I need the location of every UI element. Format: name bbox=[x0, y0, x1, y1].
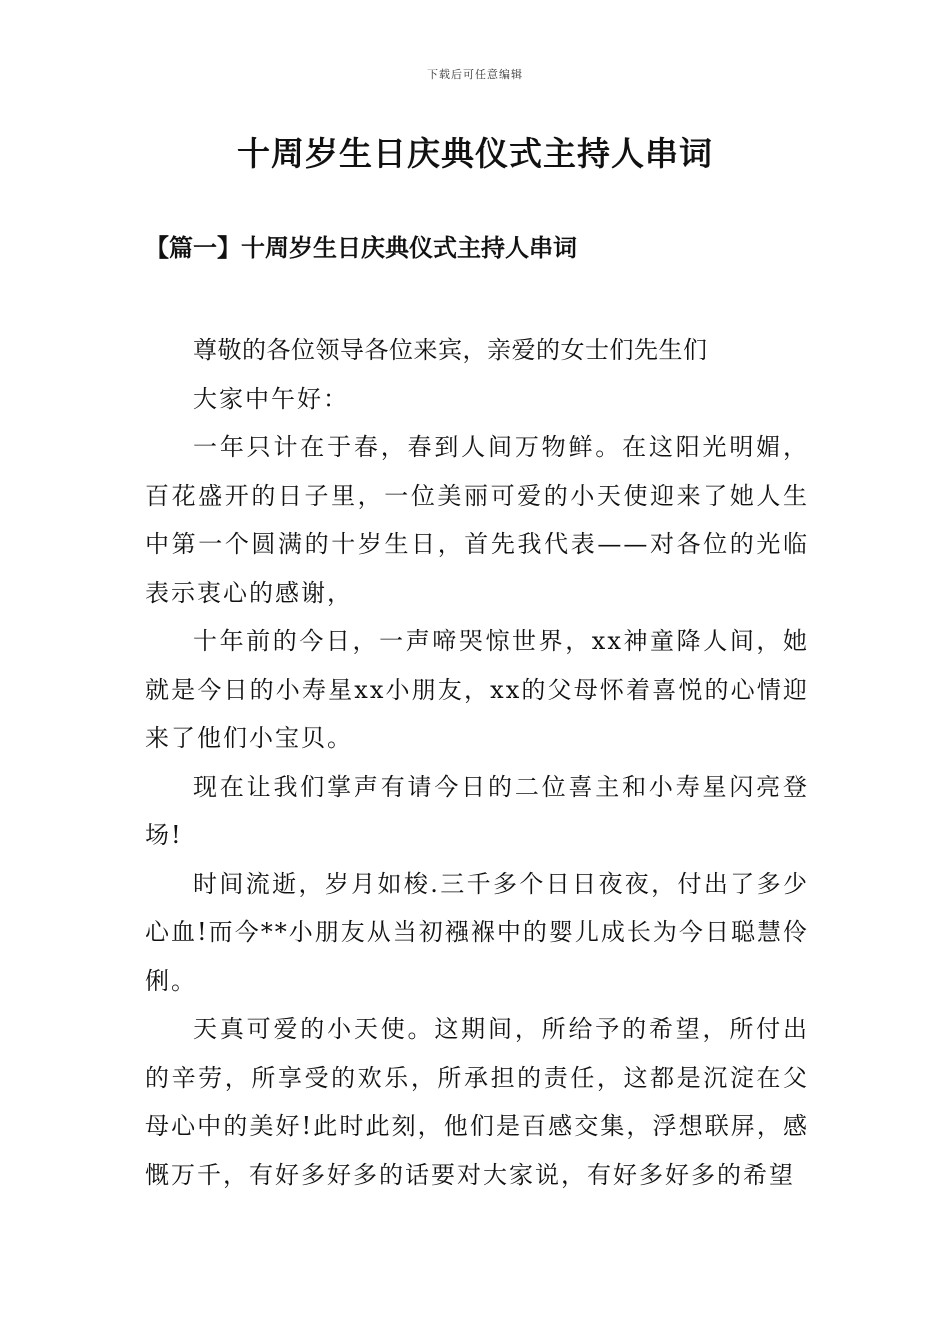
section-heading: 【篇一】十周岁生日庆典仪式主持人串词 bbox=[145, 233, 577, 262]
document-body bbox=[145, 326, 809, 1199]
paragraph: 天真可爱的小天使。这期间，所给予的希望，所付出的辛劳，所享受的欢乐，所承担的责任，这都是沉淀在父母心中的美好!此时此刻，他们是百感交集，浮想联屏，感慨万千，有好多好多的话要对大家说，有好多好多的希望 bbox=[145, 1015, 809, 1189]
paragraph: 时间流逝，岁月如梭.三千多个日日夜夜，付出了多少心血!而今**小朋友从当初襁褓中的婴儿成长为今日聪慧伶俐。 bbox=[145, 869, 809, 995]
paragraph-salutation: 尊敬的各位领导各位来宾，亲爱的女士们先生们 bbox=[193, 336, 708, 364]
paragraph: 现在让我们掌声有请今日的二位喜主和小寿星闪亮登场! bbox=[145, 772, 809, 849]
paragraph-greeting: 大家中午好： bbox=[193, 384, 349, 413]
page-header-note: 下载后可任意编辑 bbox=[427, 68, 523, 81]
paragraph: 一年只计在于春，春到人间万物鲜。在这阳光明媚，百花盛开的日子里，一位美丽可爱的小天使迎来了她人生中第一个圆满的十岁生日，首先我代表——对各位的光临表示衷心的感谢， bbox=[145, 433, 809, 607]
paragraph: 十年前的今日，一声啼哭惊世界，xx神童降人间，她就是今日的小寿星xx小朋友，xx的父母怀着喜悦的心情迎来了他们小宝贝。 bbox=[145, 627, 809, 752]
document-title: 十周岁生日庆典仪式主持人串词 bbox=[237, 134, 713, 173]
